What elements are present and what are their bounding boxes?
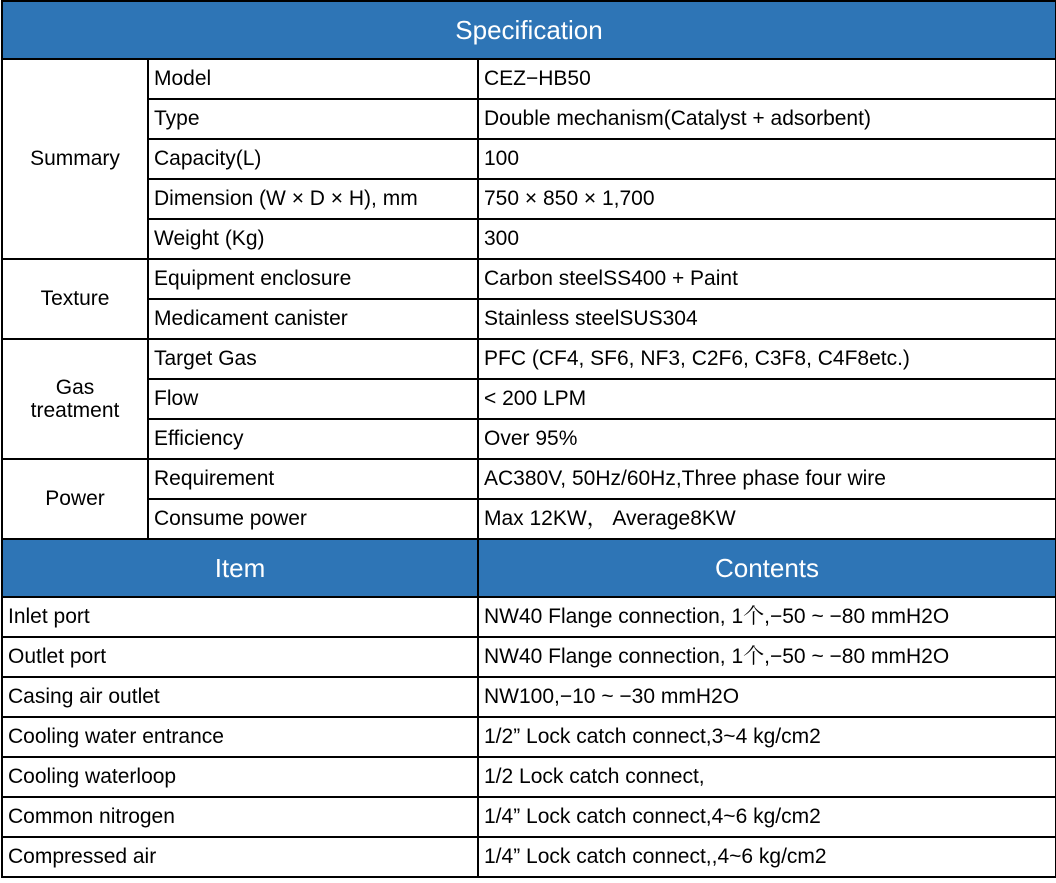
table-row [2, 499, 1056, 539]
spec-label: Efficiency [148, 419, 478, 459]
item-contents: 1/2 Lock catch connect, [478, 757, 1056, 797]
group-name-line2: treatment [30, 399, 120, 422]
item-name: Inlet port [2, 597, 478, 637]
spec-label: Medicament canister [148, 299, 478, 339]
table-row [2, 677, 1056, 717]
spec-value: AC380V, 50Hz/60Hz,Three phase four wire [478, 459, 1056, 499]
spec-label: Requirement [148, 459, 478, 499]
spec-value: 100 [478, 139, 1056, 179]
spec-label: Type [148, 99, 478, 139]
item-name: Common nitrogen [2, 797, 478, 837]
table-row [2, 379, 1056, 419]
table-row [2, 419, 1056, 459]
table-row [2, 757, 1056, 797]
table-row [2, 797, 1056, 837]
spec-label: Equipment enclosure [148, 259, 478, 299]
spec-label: Dimension (W × D × H), mm [148, 179, 478, 219]
spec-label: Weight (Kg) [148, 219, 478, 259]
spec-value: Over 95% [478, 419, 1056, 459]
table-row [2, 459, 1056, 499]
item-contents: NW40 Flange connection, 1个,−50 ~ −80 mmH2O [478, 597, 1056, 637]
item-name: Cooling waterloop [2, 757, 478, 797]
item-name: Outlet port [2, 637, 478, 677]
group-gas-treatment [2, 339, 148, 459]
spec-value: PFC (CF4, SF6, NF3, C2F6, C3F8, C4F8etc.) [478, 339, 1056, 379]
table-row [2, 139, 1056, 179]
spec-value: Carbon steelSS400 + Paint [478, 259, 1056, 299]
group-name-line1: Gas [55, 375, 95, 399]
contents-header: Contents [478, 539, 1056, 597]
spec-label: Consume power [148, 499, 478, 539]
item-contents: NW100,−10 ~ −30 mmH2O [478, 677, 1056, 717]
table-row [2, 637, 1056, 677]
item-contents: 1/2” Lock catch connect,3~4 kg/cm2 [478, 717, 1056, 757]
item-contents: 1/4” Lock catch connect,,4~6 kg/cm2 [478, 837, 1056, 877]
specification-header: Specification [2, 1, 1056, 59]
spec-label: Flow [148, 379, 478, 419]
spec-value: Stainless steelSUS304 [478, 299, 1056, 339]
table-row [2, 99, 1056, 139]
table-row [2, 179, 1056, 219]
spec-label: Model [148, 59, 478, 99]
spec-label: Target Gas [148, 339, 478, 379]
spec-value: Max 12KW， Average8KW [478, 499, 1056, 539]
spec-value: Double mechanism(Catalyst + adsorbent) [478, 99, 1056, 139]
table-row [2, 219, 1056, 259]
table-row [2, 59, 1056, 99]
group-summary: Summary [2, 59, 148, 259]
spec-value: CEZ−HB50 [478, 59, 1056, 99]
table-row [2, 259, 1056, 299]
table-row [2, 717, 1056, 757]
spec-label: Capacity(L) [148, 139, 478, 179]
spec-value: < 200 LPM [478, 379, 1056, 419]
group-power: Power [2, 459, 148, 539]
table-row [2, 299, 1056, 339]
specification-table [1, 0, 1056, 878]
table-row [2, 339, 1056, 379]
spec-value: 300 [478, 219, 1056, 259]
item-header: Item [2, 539, 478, 597]
item-contents: 1/4” Lock catch connect,4~6 kg/cm2 [478, 797, 1056, 837]
item-name: Compressed air [2, 837, 478, 877]
table-row [2, 837, 1056, 877]
item-name: Cooling water entrance [2, 717, 478, 757]
table-row [2, 597, 1056, 637]
item-contents: NW40 Flange connection, 1个,−50 ~ −80 mmH2O [478, 637, 1056, 677]
group-texture: Texture [2, 259, 148, 339]
spec-value: 750 × 850 × 1,700 [478, 179, 1056, 219]
item-name: Casing air outlet [2, 677, 478, 717]
